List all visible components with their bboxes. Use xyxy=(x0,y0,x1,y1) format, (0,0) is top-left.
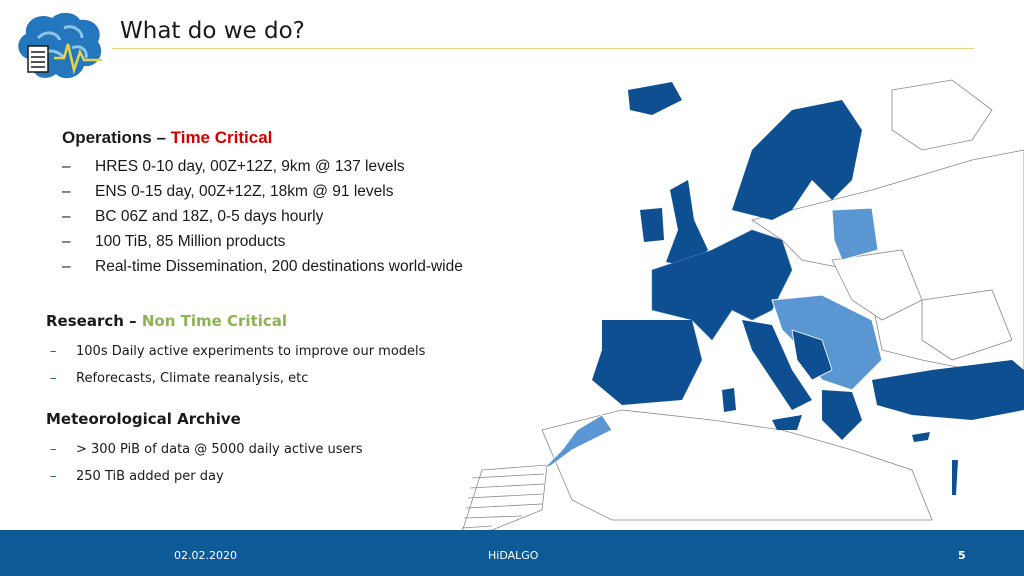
list-item: – > 300 PiB of data @ 5000 daily active users xyxy=(50,442,363,457)
list-item: – Reforecasts, Climate reanalysis, etc xyxy=(50,371,309,386)
research-list xyxy=(46,338,425,392)
europe-member-states-map xyxy=(452,70,1024,540)
page-number: 5 xyxy=(958,549,966,562)
list-item: – BC 06Z and 18Z, 0-5 days hourly xyxy=(62,208,324,225)
operations-list xyxy=(62,154,463,279)
list-item: – 100s Daily active experiments to improve our models xyxy=(50,344,426,359)
title-divider xyxy=(112,48,974,49)
archive-list xyxy=(46,436,363,490)
footer-project: HiDALGO xyxy=(488,549,539,562)
research-label: Research – xyxy=(46,312,142,330)
list-item: – Real-time Dissemination, 200 destinations world-wide xyxy=(62,258,463,275)
page-title: What do we do? xyxy=(120,18,305,44)
list-item: – 100 TiB, 85 Million products xyxy=(62,233,286,250)
archive-section xyxy=(46,410,363,490)
operations-highlight: Time Critical xyxy=(170,128,273,147)
archive-heading: Meteorological Archive xyxy=(46,410,241,428)
research-section xyxy=(46,312,425,392)
operations-label: Operations – xyxy=(62,128,171,147)
footer-date: 02.02.2020 xyxy=(174,549,237,562)
operations-section xyxy=(62,128,463,279)
list-item: – ENS 0-15 day, 00Z+12Z, 18km @ 91 levels xyxy=(62,183,394,200)
brain-logo-icon xyxy=(12,8,106,92)
list-item: – 250 TiB added per day xyxy=(50,469,224,484)
list-item: – HRES 0-10 day, 00Z+12Z, 9km @ 137 levels xyxy=(62,158,405,175)
research-highlight: Non Time Critical xyxy=(141,312,288,330)
research-heading xyxy=(46,312,425,330)
footer-bar xyxy=(0,530,1024,576)
operations-heading xyxy=(62,128,463,148)
